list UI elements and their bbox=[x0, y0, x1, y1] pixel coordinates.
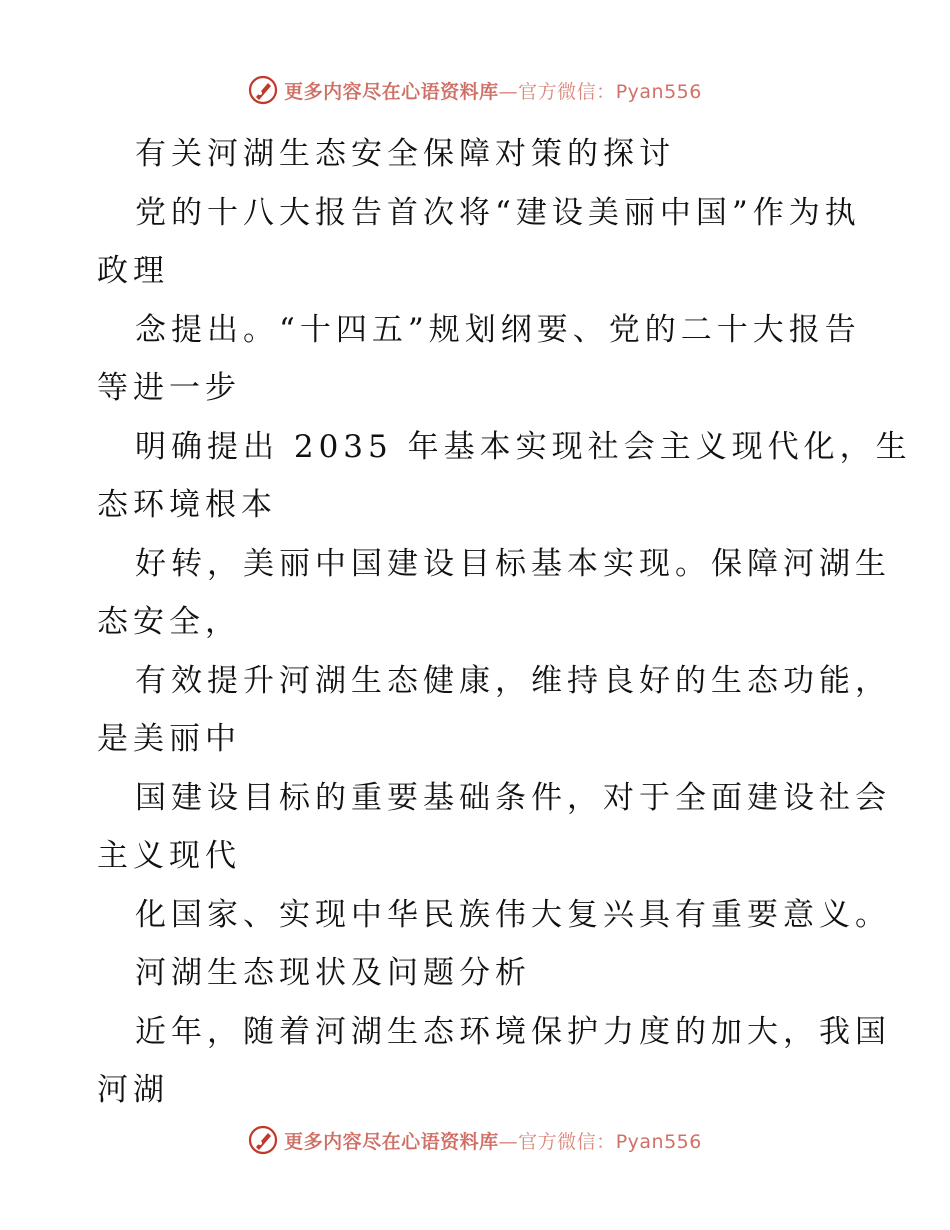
watermark-wechat-id: Pyan556 bbox=[615, 1130, 702, 1153]
fountain-pen-logo-icon bbox=[248, 75, 278, 105]
text-line: 河湖 bbox=[97, 1072, 169, 1108]
text-line: 态安全， bbox=[97, 604, 241, 640]
watermark-separator: — bbox=[498, 1130, 519, 1153]
text-line: 好转，美丽中国建设目标基本实现。保障河湖生 bbox=[135, 545, 891, 582]
text-line: 政理 bbox=[97, 253, 169, 289]
text-line: 主义现代 bbox=[97, 838, 241, 874]
fountain-pen-logo-icon bbox=[248, 1125, 278, 1155]
watermark-separator: — bbox=[498, 80, 519, 103]
text-line: 等进一步 bbox=[97, 370, 241, 406]
text-line: 是美丽中 bbox=[97, 721, 241, 757]
watermark-wechat-label: 官方微信： bbox=[518, 1130, 616, 1153]
document-body bbox=[97, 125, 912, 1120]
watermark-brand: 更多内容尽在心语资料库 bbox=[284, 1130, 499, 1153]
text-line: 有效提升河湖生态健康，维持良好的生态功能， bbox=[135, 662, 891, 699]
watermark-brand: 更多内容尽在心语资料库 bbox=[284, 80, 499, 103]
section-heading: 河湖生态现状及问题分析 bbox=[135, 955, 531, 991]
text-line: 念提出。“十四五”规划纲要、党的二十大报告 bbox=[135, 311, 861, 348]
text-line: 明确提出 2035 年基本实现社会主义现代化，生 bbox=[135, 428, 912, 465]
text-line: 国建设目标的重要基础条件，对于全面建设社会 bbox=[135, 779, 891, 816]
footer-watermark bbox=[0, 1122, 950, 1158]
document-title: 有关河湖生态安全保障对策的探讨 bbox=[135, 136, 675, 172]
watermark-wechat-label: 官方微信： bbox=[518, 80, 616, 103]
header-watermark bbox=[0, 72, 950, 108]
text-line: 党的十八大报告首次将“建设美丽中国”作为执 bbox=[135, 194, 861, 231]
text-line: 近年，随着河湖生态环境保护力度的加大，我国 bbox=[135, 1013, 891, 1050]
watermark-text bbox=[284, 77, 702, 104]
text-line: 化国家、实现中华民族伟大复兴具有重要意义。 bbox=[135, 896, 891, 933]
watermark-wechat-id: Pyan556 bbox=[615, 80, 702, 103]
text-line: 态环境根本 bbox=[97, 487, 277, 523]
watermark-text bbox=[284, 1127, 702, 1154]
